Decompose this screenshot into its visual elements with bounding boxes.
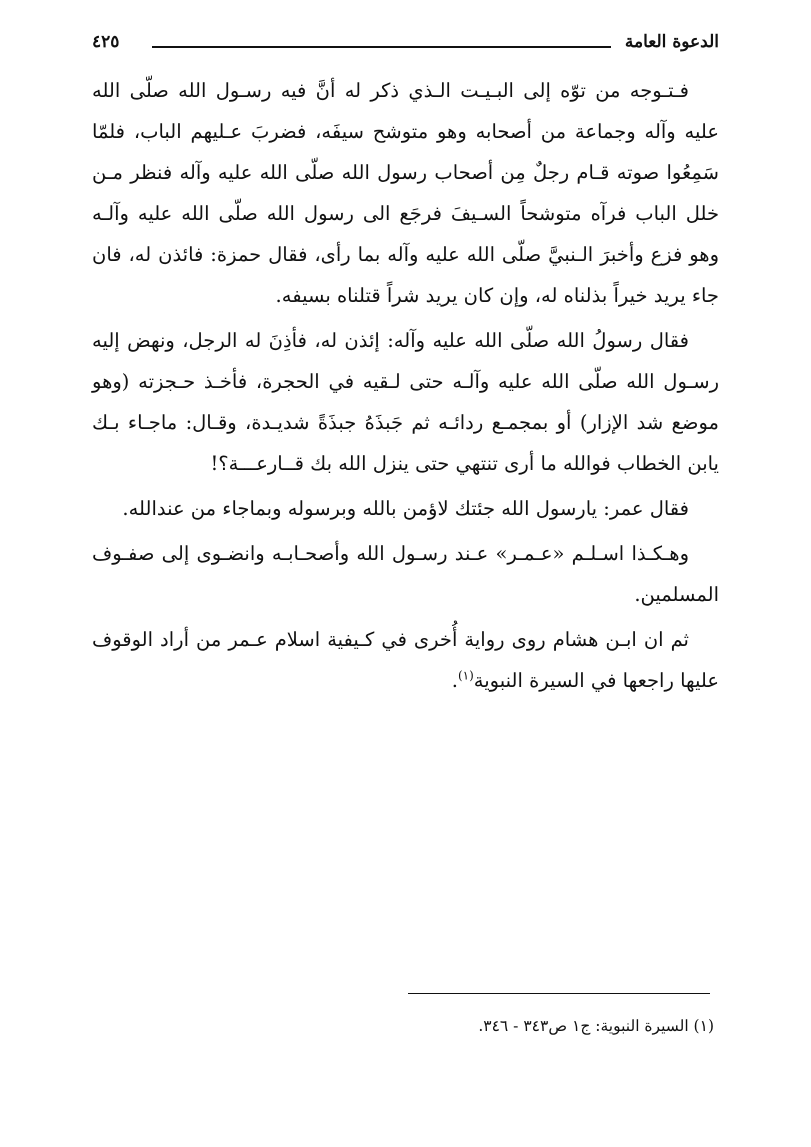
page-header: [92, 28, 719, 62]
paragraph: فقال رسولُ الله صلّى الله عليه وآله: إئذن له، فأذِنَ له الرجل، ونهض إليه رسـول الله صلّى الله عليه وآلـه حتى لـقيه في الحجرة، فأخـذ حـجزته (وهو موضع شد الإزار) أو بمجمـع ردائـه ثم جَبذَهُ جبذَةً شديـدة، وقـال: ماجـاء بـك يابن الخطاب فوالله ما أرى تنتهي حتى ينزل الله بك قــارعـــة؟!: [92, 329, 719, 475]
page-number: ٤٢٥: [92, 32, 120, 52]
paragraph: فقال عمر: يارسول الله جئتك لاؤمن بالله وبرسوله وبماجاء من عندالله.: [122, 497, 689, 520]
footnote-separator: [408, 993, 710, 994]
paragraph: وهـكـذا اسـلـم «عـمـر» عـند رسـول الله وأصحـابـه وانضـوى إلى صفـوف المسلمين.: [92, 542, 719, 606]
paragraph-text: ثم ان ابـن هشام روى رواية أُخرى في كـيفية اسلام عـمر من أراد الوقوف عليها راجعها في السيرة النبوية: [92, 628, 719, 692]
header-rule: [152, 46, 611, 48]
footnote-reference: (١): [457, 668, 474, 683]
main-text: [92, 70, 719, 705]
paragraph: فـتـوجه من توّه إلى البـيـت الـذي ذكر له أنَّ فيه رسـول الله صلّى الله عليه وآله وجماعة من أصحابه وهو متوشح سيفَه، فضربَ عـليهم الباب، فلمّا سَمِعُوا صوته قـام رجلٌ مِن أصحاب رسول الله صلّى الله عليه وآله فنظر مـن خلل الباب فرآه متوشحاً السـيفَ فرجَع الى رسول الله صلّى الله عليه وآلـه وهو فزع وأخبرَ الـنبيَّ صلّى الله عليه وآله بما رأى، فقال حمزة: فائذن له، فان جاء يريد خيراً بذلناه له، وإن كان يريد شراً قتلناه بسيفه.: [92, 79, 719, 307]
footnote: (١) السيرة النبوية: ج١ ص٣٤٣ - ٣٤٦.: [478, 1017, 714, 1035]
paragraph-last: ثم ان ابـن هشام روى رواية أُخرى في كـيفية اسلام عـمر من أراد الوقوف عليها راجعها في السيرة النبوية$^{(١)}$.: [92, 628, 719, 692]
running-title: الدعوة العامة: [624, 32, 719, 52]
